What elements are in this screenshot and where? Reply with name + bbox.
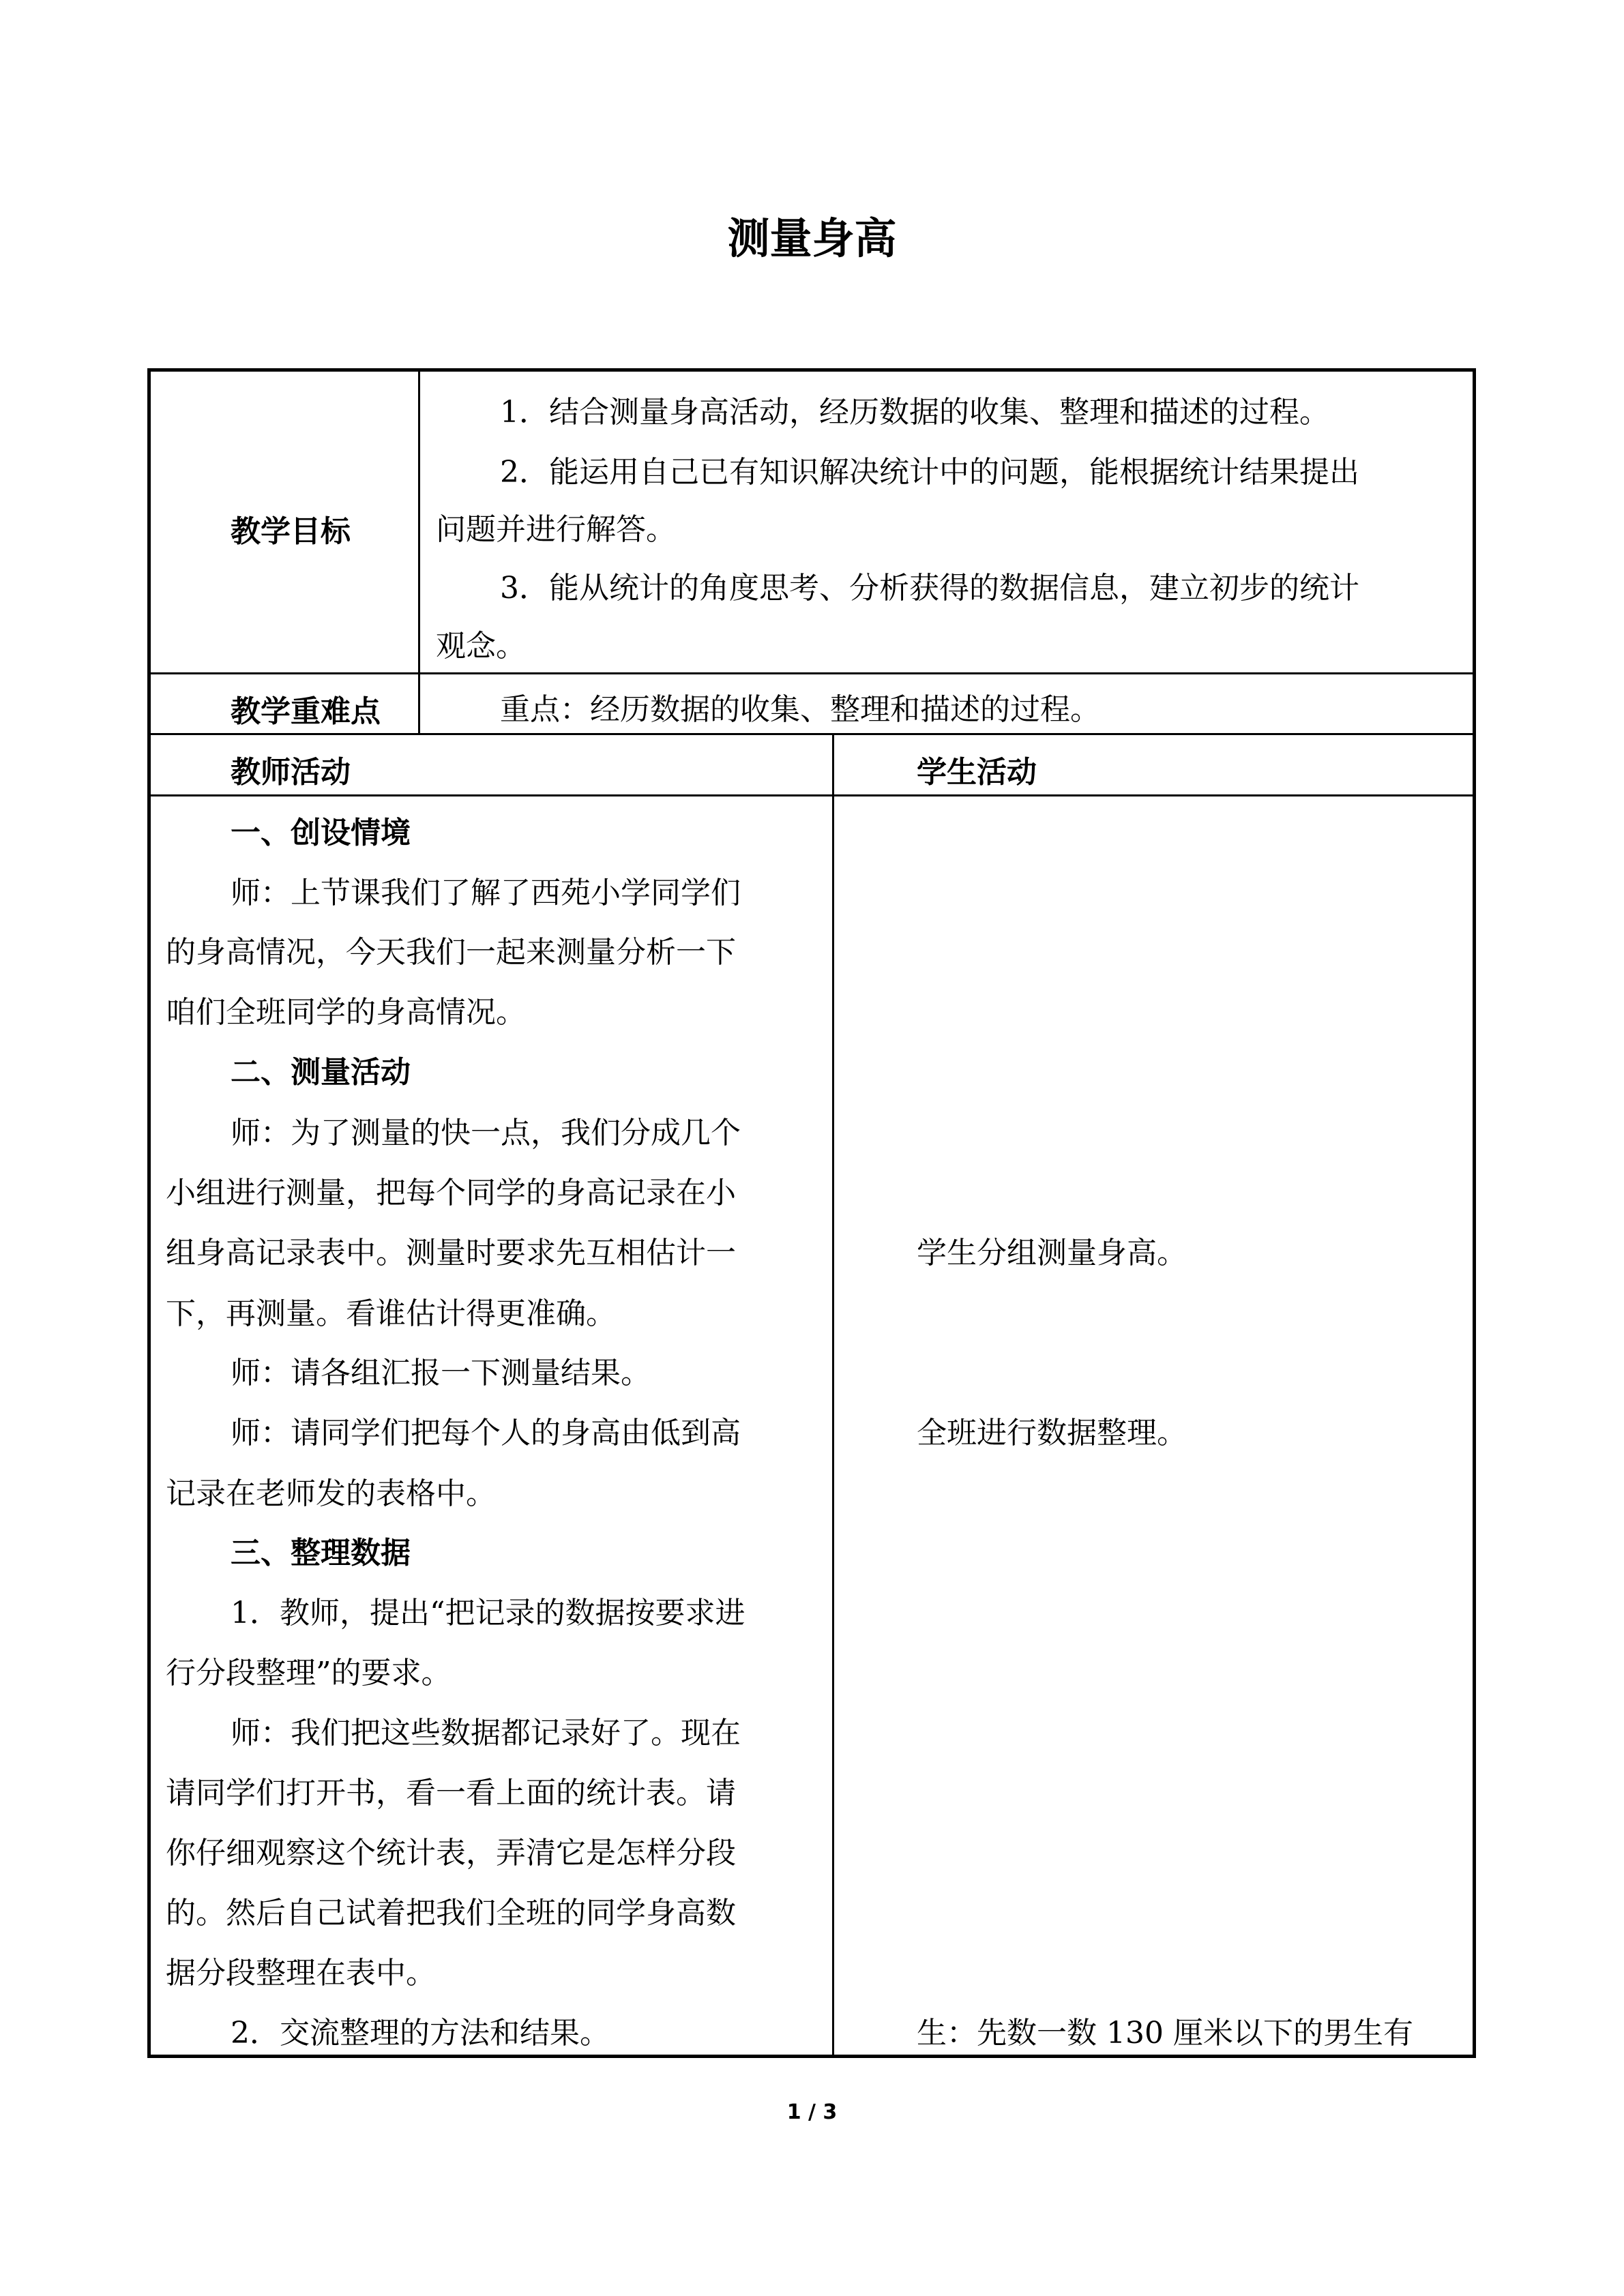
student-text-line: 学生分组测量身高。 (917, 1236, 1187, 1270)
teacher-text-line: 的。然后自己试着把我们全班的同学身高数 (166, 1896, 736, 1930)
teacher-text-line: 2．交流整理的方法和结果。 (231, 2016, 610, 2051)
key-points-text: 重点：经历数据的收集、整理和描述的过程。 (500, 692, 1100, 727)
teacher-activity-header: 教师活动 (231, 755, 351, 790)
teacher-text-line: 下，再测量。看谁估计得更准确。 (166, 1296, 616, 1331)
teacher-text-line: 行分段整理”的要求。 (166, 1656, 452, 1690)
lesson-plan-table (147, 368, 1476, 2058)
row-divider-activity-header (151, 794, 1473, 796)
objectives-label: 教学目标 (231, 514, 351, 549)
teacher-text-line: 1．教师，提出“把记录的数据按要求进 (231, 1596, 745, 1630)
objective-line: 3．能从统计的角度思考、分析获得的数据信息，建立初步的统计 (500, 571, 1359, 606)
key-points-label: 教学重难点 (231, 694, 381, 729)
row-divider-key-points (151, 733, 1473, 735)
teacher-text-line: 请同学们打开书，看一看上面的统计表。请 (166, 1776, 736, 1810)
teacher-text-line: 师：请同学们把每个人的身高由低到高 (231, 1416, 741, 1450)
student-activity-header: 学生活动 (917, 755, 1037, 790)
teacher-text-line: 小组进行测量，把每个同学的身高记录在小 (166, 1176, 736, 1210)
teacher-text-line: 师：上节课我们了解了西苑小学同学们 (231, 876, 741, 910)
teacher-text-line: 师：请各组汇报一下测量结果。 (231, 1356, 651, 1390)
teacher-text-line: 咱们全班同学的身高情况。 (166, 995, 526, 1030)
objective-line: 观念。 (436, 629, 526, 664)
row-divider-objectives (151, 672, 1473, 674)
objective-line: 1．结合测量身高活动，经历数据的收集、整理和描述的过程。 (500, 395, 1329, 430)
col-divider-activities (832, 734, 834, 2055)
section-heading: 三、整理数据 (231, 1536, 411, 1570)
col-divider-label (418, 372, 420, 734)
student-text-line: 生：先数一数 130 厘米以下的男生有 (917, 2016, 1413, 2051)
document-title: 测量身高 (727, 213, 897, 263)
section-heading: 二、测量活动 (231, 1055, 411, 1090)
page-number: 1 / 3 (786, 2100, 838, 2124)
student-text-line: 全班进行数据整理。 (917, 1416, 1187, 1450)
teacher-text-line: 的身高情况，今天我们一起来测量分析一下 (166, 935, 736, 970)
objective-line: 2．能运用自己已有知识解决统计中的问题，能根据统计结果提出 (500, 455, 1359, 490)
teacher-text-line: 据分段整理在表中。 (166, 1956, 436, 1991)
teacher-text-line: 你仔细观察这个统计表，弄清它是怎样分段 (166, 1836, 736, 1870)
objective-line: 问题并进行解答。 (436, 512, 676, 547)
teacher-text-line: 组身高记录表中。测量时要求先互相估计一 (166, 1236, 736, 1270)
section-heading: 一、创设情境 (231, 816, 411, 850)
teacher-text-line: 师：我们把这些数据都记录好了。现在 (231, 1716, 741, 1750)
teacher-text-line: 师：为了测量的快一点，我们分成几个 (231, 1116, 741, 1150)
teacher-text-line: 记录在老师发的表格中。 (166, 1476, 496, 1511)
